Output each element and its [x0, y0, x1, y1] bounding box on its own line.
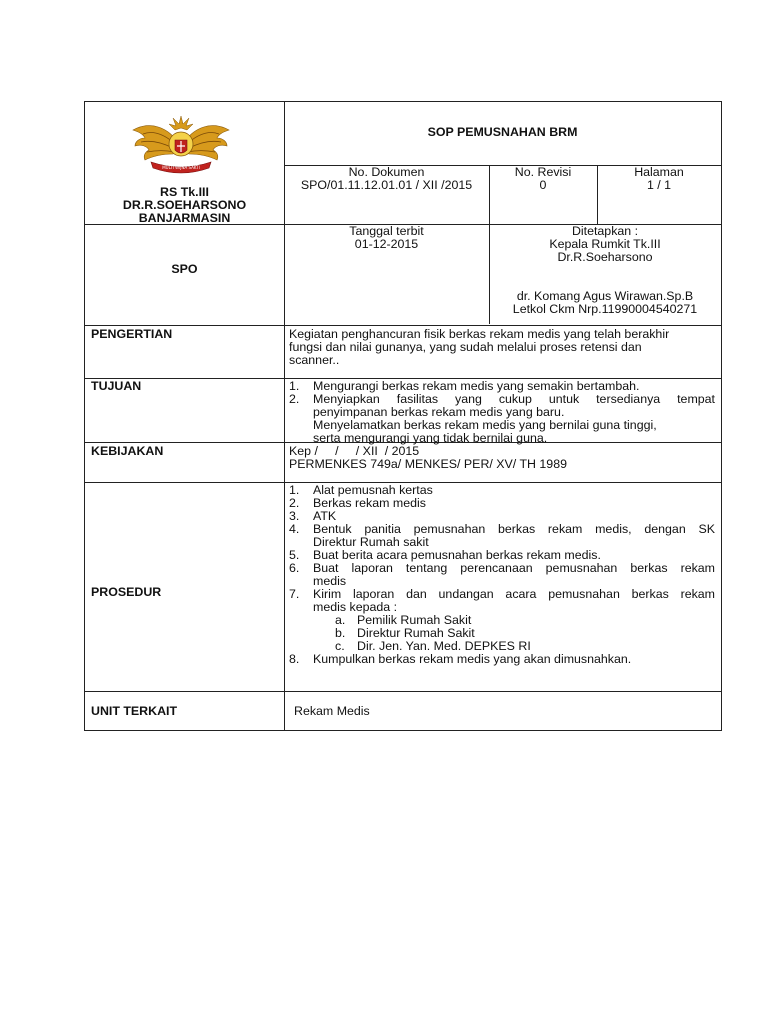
pengertian-label: PENGERTIAN [91, 327, 173, 341]
list-item: 2. Menyiapkan fasilitas yang cukup untuk tersedianya tempat penyimpanan berkas rekam medis yang baru. [289, 392, 715, 419]
document-title: SOP PEMUSNAHAN BRM [427, 125, 578, 139]
hospital-logo [129, 110, 233, 178]
issue-date-cell: Tanggal terbit 01-12-2015 [349, 224, 424, 251]
row-divider [85, 325, 721, 326]
sub-list-item: b. Direktur Rumah Sakit [335, 626, 475, 640]
tujuan-list [289, 380, 715, 419]
list-item: 8. Kumpulkan berkas rekam medis yang akan dimusnahkan. [289, 652, 632, 666]
sub-list-item: c. Dir. Jen. Yan. Med. DEPKES RI [335, 639, 531, 653]
list-item: 2. Berkas rekam medis [289, 496, 426, 510]
list-item: 7. Kirim laporan dan undangan acara pemusnahan berkas rekam medis kepada : [289, 587, 715, 614]
list-item: 1. Alat pemusnah kertas [289, 483, 433, 497]
tujuan-extra: Menyelamatkan berkas rekam medis yang bernilai guna tinggi, serta mengurangi yang tidak bernilai guna. [313, 418, 657, 445]
revision-cell: No. Revisi 0 [514, 165, 572, 192]
unit-terkait-value: Rekam Medis [294, 704, 370, 718]
list-item: 1. Mengurangi berkas rekam medis yang semakin bertambah. [289, 379, 640, 393]
signer-block: dr. Komang Agus Wirawan.Sp.B Letkol Ckm Nrp.11990004540271 [512, 289, 698, 316]
list-item: 5. Buat berita acara pemusnahan berkas rekam medis. [289, 548, 601, 562]
sub-list-item: a. Pemilik Rumah Sakit [335, 613, 472, 627]
page-cell: Halaman 1 / 1 [634, 165, 684, 192]
list-item: 4. Bentuk panitia pemusnahan berkas rekam medis, dengan SK Direktur Rumah sakit [289, 522, 715, 549]
list-item: 3. ATK [289, 509, 337, 523]
approval-cell: Ditetapkan : Kepala Rumkit Tk.III Dr.R.Soeharsono [549, 224, 661, 264]
spo-label: SPO [171, 262, 198, 276]
prosedur-list [289, 484, 715, 666]
unit-terkait-label: UNIT TERKAIT [91, 704, 178, 718]
tujuan-label: TUJUAN [91, 379, 142, 393]
sop-document [84, 101, 722, 731]
row-divider [85, 691, 721, 692]
col-divider [284, 102, 285, 730]
kebijakan-text: Kep / / / XII / 2015 PERMENKES 749a/ MENKES/ PER/ XV/ TH 1989 [289, 444, 567, 471]
doc-number-cell: No. Dokumen SPO/01.11.12.01.01 / XII /2015 [300, 165, 473, 192]
prosedur-label: PROSEDUR [91, 585, 162, 599]
hospital-name: RS Tk.III DR.R.SOEHARSONO BANJARMASIN [122, 185, 247, 225]
pengertian-text: Kegiatan penghancuran fisik berkas rekam medis yang telah berakhir fungsi dan nilai gunanya, yang sudah melalui proses retensi dan scanner.. [289, 327, 670, 367]
sublist-container [289, 614, 715, 653]
kebijakan-label: KEBIJAKAN [91, 444, 164, 458]
logo-motto: MULTI WIJNA SAKTI [162, 165, 200, 170]
list-item: 6. Buat laporan tentang perencanaan pemusnahan berkas rekam medis [289, 561, 715, 588]
